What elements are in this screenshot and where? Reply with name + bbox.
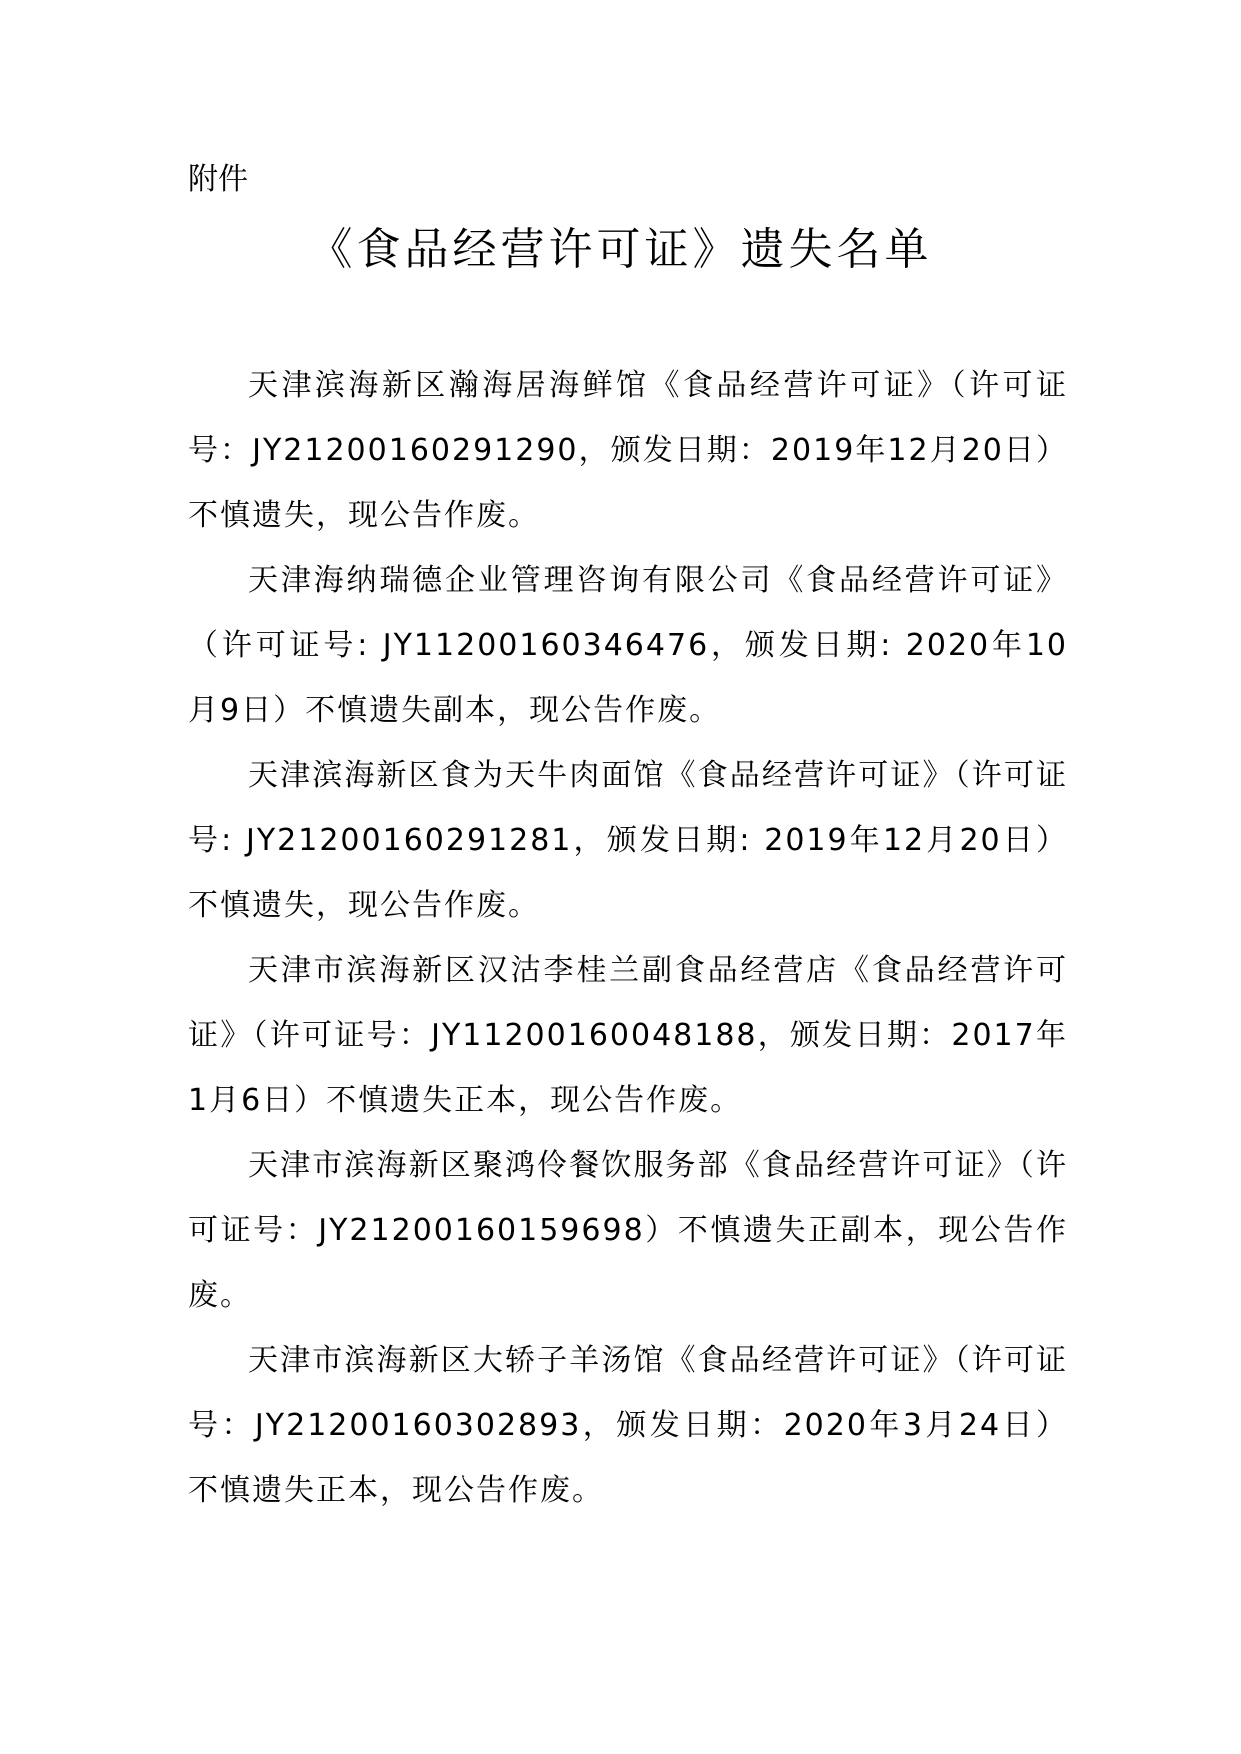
document-title: 《食品经营许可证》遗失名单	[308, 224, 933, 275]
attachment-label: 附件	[188, 162, 248, 197]
notice-paragraph-1: 天津滨海新区瀚海居海鲜馆《食品经营许可证》（许可证号：JY21200160291290，颁发日期：2019年12月20日）不慎遗失，现公告作废。	[188, 368, 1068, 533]
notice-list	[188, 353, 1068, 1523]
notice-paragraph-3: 天津滨海新区食为天牛肉面馆《食品经营许可证》（许可证号: JY21200160291281，颁发日期: 2019年12月20日）不慎遗失，现公告作废。	[188, 758, 1068, 923]
notice-paragraph-6: 天津市滨海新区大轿子羊汤馆《食品经营许可证》（许可证号：JY21200160302893，颁发日期：2020年3月24日）不慎遗失正本，现公告作废。	[188, 1343, 1068, 1508]
notice-paragraph-5: 天津市滨海新区聚鸿伶餐饮服务部《食品经营许可证》（许可证号：JY21200160159698）不慎遗失正副本，现公告作废。	[188, 1148, 1068, 1313]
notice-paragraph-4: 天津市滨海新区汉沽李桂兰副食品经营店《食品经营许可证》（许可证号：JY11200160048188，颁发日期：2017年1月6日）不慎遗失正本，现公告作废。	[188, 953, 1068, 1118]
notice-paragraph-2: 天津海纳瑞德企业管理咨询有限公司《食品经营许可证》（许可证号: JY11200160346476，颁发日期: 2020年10月9日）不慎遗失副本，现公告作废。	[188, 563, 1068, 728]
